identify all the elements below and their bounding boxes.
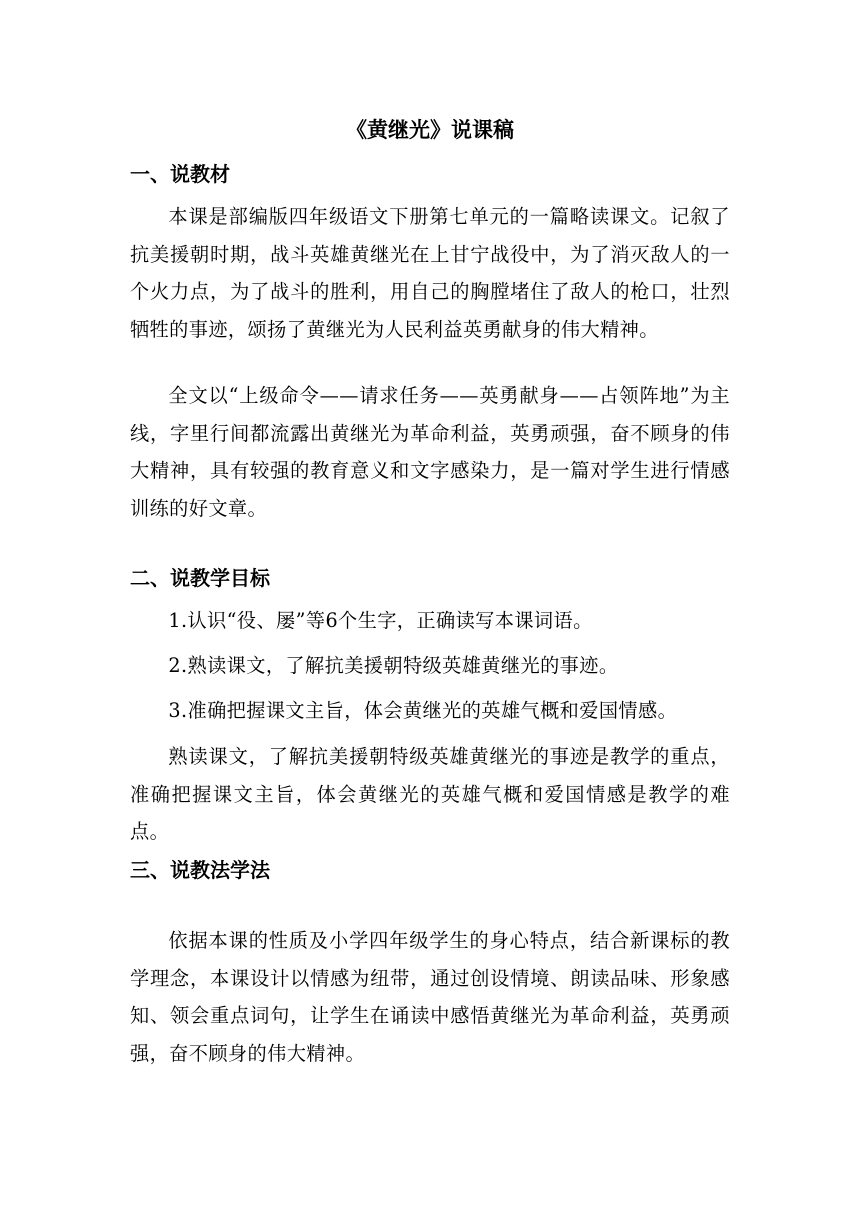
paragraph-material-intro: 本课是部编版四年级语文下册第七单元的一篇略读课文。记叙了抗美援朝时期，战斗英雄黄继光在上甘宁战役中，为了消灭敌人的一个火力点，为了战斗的胜利，用自己的胸膛堵住了敌人的枪口，壮烈牺牲的事迹，颂扬了黄继光为人民利益英勇献身的伟大精神。 <box>130 205 730 341</box>
section-heading-methods: 三、说教法学法 <box>130 858 270 882</box>
section-heading-teaching-goals: 二、说教学目标 <box>130 566 270 590</box>
document-title: 《黄继光》说课稿 <box>346 118 514 142</box>
goal-item-1: 1.认识“役、屡”等6个生字，正确读写本课词语。 <box>168 609 593 632</box>
paragraph-key-points: 熟读课文，了解抗美援朝特级英雄黄继光的事迹是教学的重点，准确把握课文主旨，体会黄继光的英雄气概和爱国情感是教学的难点。 <box>130 745 730 843</box>
goal-item-3: 3.准确把握课文主旨，体会黄继光的英雄气概和爱国情感。 <box>168 699 678 722</box>
paragraph-methods: 依据本课的性质及小学四年级学生的身心特点，结合新课标的教学理念，本课设计以情感为纽带，通过创设情境、朗读品味、形象感知、领会重点词句，让学生在诵读中感悟黄继光为革命利益，英勇顽强，奋不顾身的伟大精神。 <box>130 929 730 1065</box>
goal-item-2: 2.熟读课文，了解抗美援朝特级英雄黄继光的事迹。 <box>168 654 619 677</box>
section-heading-teaching-material: 一、说教材 <box>130 162 230 186</box>
paragraph-material-mainline: 全文以“上级命令——请求任务——英勇献身——占领阵地”为主线，字里行间都流露出黄继光为革命利益，英勇顽强，奋不顾身的伟大精神，具有较强的教育意义和文字感染力，是一篇对学生进行情感训练的好文章。 <box>130 384 730 520</box>
